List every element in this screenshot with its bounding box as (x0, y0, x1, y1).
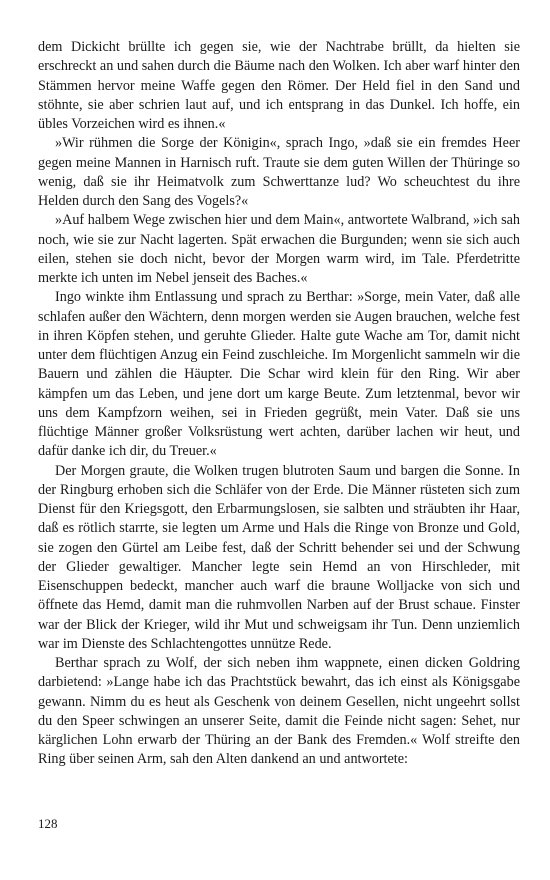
paragraph: Der Morgen graute, die Wolken trugen blutroten Saum und bargen die Sonne. In der Ringburg erhoben sich die Schläfer von der Erde. Die Männer rüsteten sich zum Dienst für den Kriegsgott, den Erbarmungslosen, sie salbten und sträubten ihr Haar, daß es rötlich starrte, sie legten um Arme und Hals die Ringe von Bronze und Gold, sie zogen den Gürtel am Leibe fest, daß der Schritt behender sei und der Schwung der Glieder gewaltiger. Mancher legte sein Hemd an von Hirschleder, mit Eisenschuppen bedeckt, mancher auch warf die braune Wolljacke von sich und öffnete das Hemd, damit man die ruhmvollen Narben auf der Brust schaue. Finster war der Blick der Krieger, wild ihr Mut und schweigsam ihr Tun. Denn unziemlich war im Dienste des Schlachtengottes unnütze Rede. (38, 462, 520, 652)
paragraph: Berthar sprach zu Wolf, der sich neben ihm wappnete, einen dicken Goldring darbietend: »Lange habe ich das Prachtstück bewahrt, das ich einst als Königsgabe gewann. Nimm du es heut als Geschenk von deinem Gesellen, nicht ungeehrt sollst du den Speer schwingen an unserer Seite, damit die Feinde nicht sagen: Sehet, nur kärglichen Lohn erwarb der Thüring an der Bank des Fremden.« Wolf streifte den Ring über seinen Arm, sah den Alten dankend an und antwortete: (38, 655, 520, 768)
page-number: 128 (38, 816, 58, 831)
paragraph: »Auf halbem Wege zwischen hier und dem Main«, antwortete Walbrand, »ich sah noch, wie sie zur Nacht lagerten. Spät erwachen die Burgunden; wenn sie sich auch eilen, stehen sie doch nicht, bevor der Morgen warm wird, im Tale. Pferdetritte merkte ich unten im Nebel jenseit des Baches.« (38, 212, 520, 286)
paragraph: »Wir rühmen die Sorge der Königin«, sprach Ingo, »daß sie ein fremdes Heer gegen meine Mannen in Harnisch ruft. Traute sie dem guten Willen der Thüringe so wenig, daß sie ihr Heimatvolk zum Schwerttanze lud? Wo scheuchtest du ihre Helden durch den Sang des Vogels?« (38, 135, 520, 209)
paragraph: Ingo winkte ihm Entlassung und sprach zu Berthar: »Sorge, mein Vater, daß alle schlafen außer den Wächtern, denn morgen werden sie Augen brauchen, welche fest in ihren Köpfen stehen, und geruhte Glieder. Halte gute Wache am Tor, damit nicht unter dem flüchtigen Anzug ein Feind zuschleiche. Im Morgenlicht sammeln wir die Bauern und zählen die Häupter. Die Schar wird klein für den Ring. Wir aber kämpfen um das Leben, und jene dort um karge Beute. Zum letztenmal, bevor wir uns dem Kampfzorn weihen, sei in Frieden gegrüßt, mein Vater. Daß sie uns flüchtige Männer großer Volksrüstung wert achten, darüber lachen wir heut, und dafür danke ich dir, du Treuer.« (38, 289, 520, 460)
text-block (38, 38, 520, 770)
paragraph: dem Dickicht brüllte ich gegen sie, wie der Nachtrabe brüllt, da hielten sie erschreckt an und sahen durch die Bäume nach den Wolken. Ich aber warf hinter den Stämmen hervor meine Waffe gegen den Römer. Der Held fiel in den Sand und stöhnte, sie aber schrien laut auf, und ich entsprang in das Dunkel. Ich hoffe, ein übles Vorzeichen wird es ihnen.« (38, 39, 520, 132)
